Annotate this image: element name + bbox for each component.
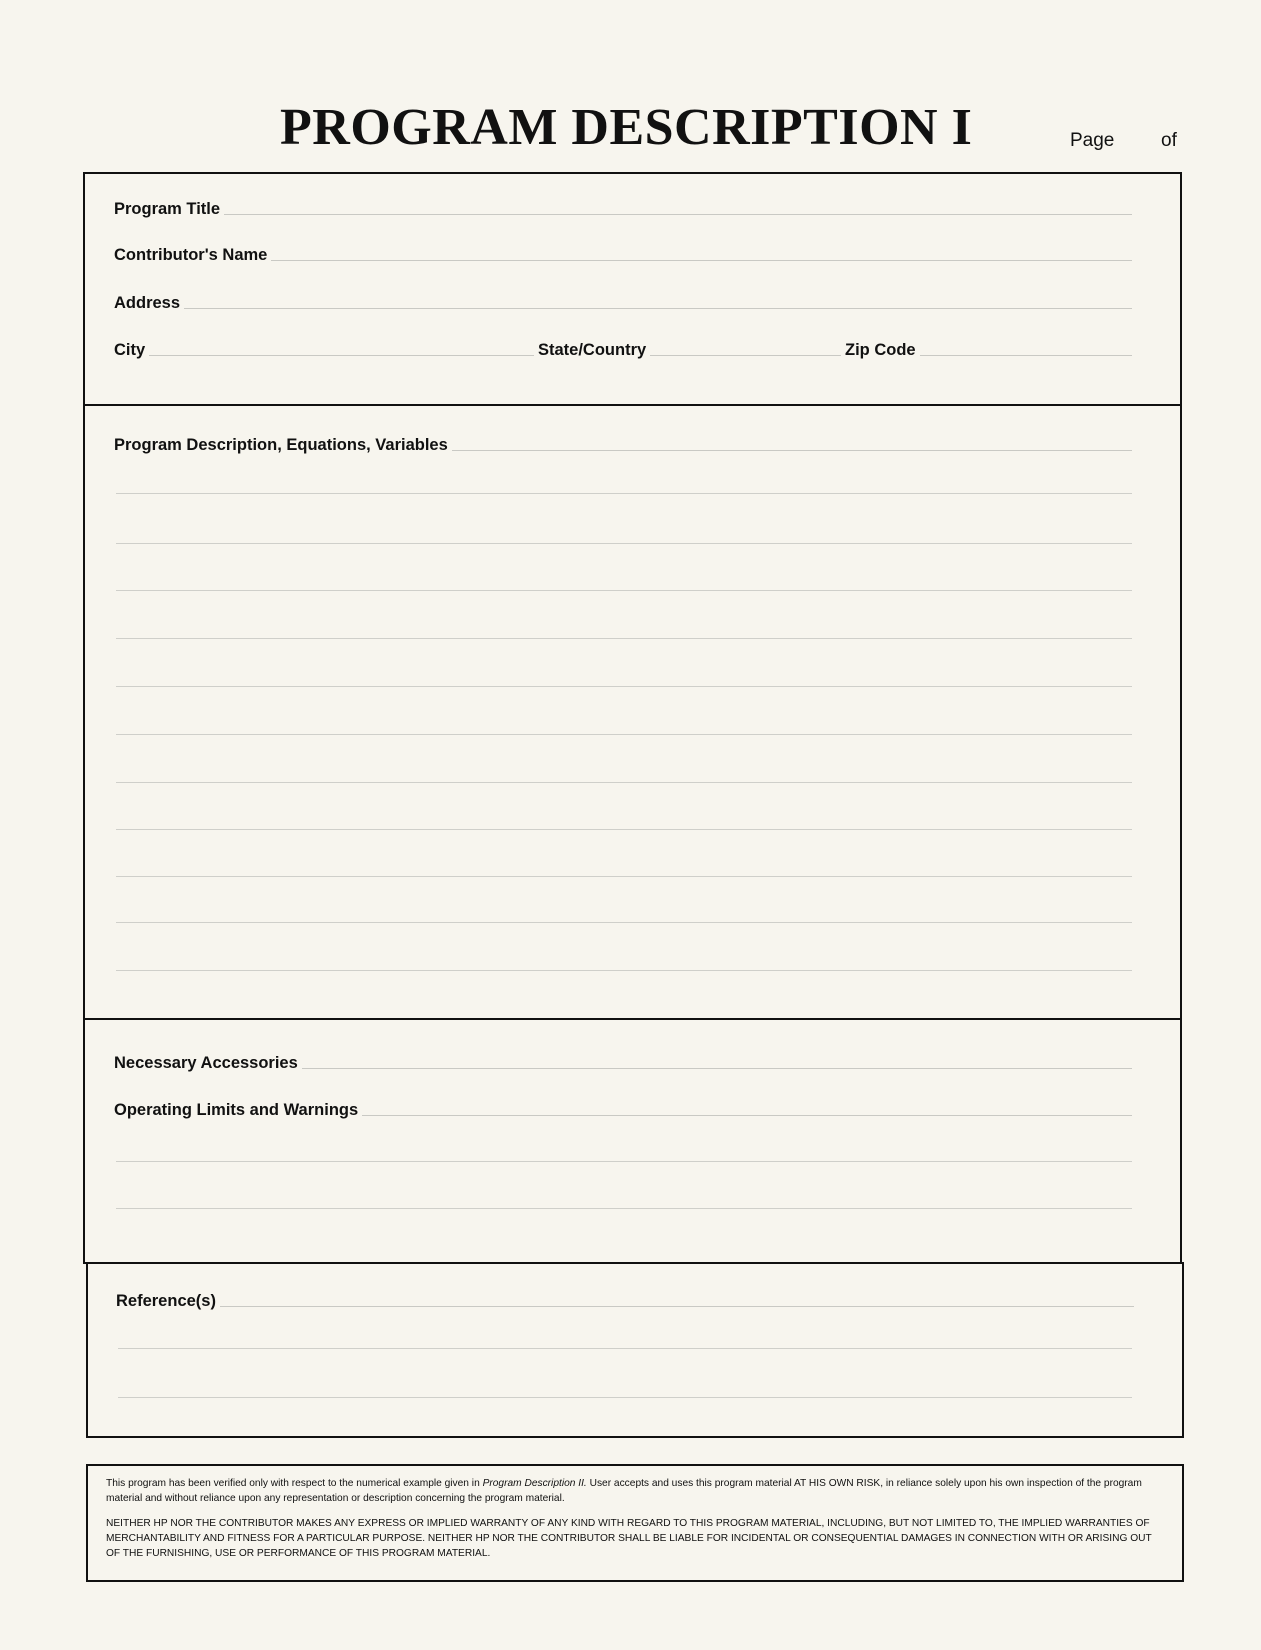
necessary-accessories-label: Necessary Accessories xyxy=(114,1054,298,1072)
operating-limits-rule-2[interactable] xyxy=(116,1208,1132,1209)
program-title-field[interactable] xyxy=(114,200,1132,219)
disclaimer-text xyxy=(106,1476,1166,1571)
description-field[interactable] xyxy=(114,436,1132,455)
address-field[interactable] xyxy=(114,294,1132,313)
references-section xyxy=(86,1262,1184,1438)
description-rule-7[interactable] xyxy=(116,782,1132,783)
page-number-label: Page xyxy=(1070,130,1115,151)
necessary-accessories-line[interactable] xyxy=(302,1068,1132,1069)
description-section xyxy=(83,404,1182,1020)
address-label: Address xyxy=(114,294,181,312)
operating-limits-field[interactable] xyxy=(114,1101,1132,1120)
description-rule-5[interactable] xyxy=(116,686,1132,687)
description-rule-9[interactable] xyxy=(116,876,1132,877)
references-field[interactable] xyxy=(116,1292,1134,1311)
contributor-name-field[interactable] xyxy=(114,246,1132,265)
description-rule-3[interactable] xyxy=(116,590,1132,591)
description-rule-1[interactable] xyxy=(116,493,1132,494)
description-rule-2[interactable] xyxy=(116,543,1132,544)
operating-limits-label: Operating Limits and Warnings xyxy=(114,1101,359,1119)
references-label: Reference(s) xyxy=(116,1292,216,1310)
page-title: PROGRAM DESCRIPTION I xyxy=(280,99,973,156)
references-line[interactable] xyxy=(220,1306,1134,1307)
program-title-line[interactable] xyxy=(224,214,1132,215)
disclaimer-paragraph-2: NEITHER HP NOR THE CONTRIBUTOR MAKES ANY EXPRESS OR IMPLIED WARRANTY OF ANY KIND WITH REGARD TO THIS PROGRAM MATERIAL, INCLUDING, BUT NOT LIMITED TO, THE IMPLIED WARRANTIES OF MERCHANTABILITY AND FITNESS FOR A PARTICULAR PURPOSE. NEITHER HP NOR THE CONTRIBUTOR SHALL BE LIABLE FOR INCIDENTAL OR CONSEQUENTIAL DAMAGES IN CONNECTION WITH OR ARISING OUT OF THE FURNISHING, USE OR PERFORMANCE OF THIS PROGRAM MATERIAL. xyxy=(106,1518,1152,1559)
operating-limits-line[interactable] xyxy=(362,1115,1132,1116)
state-country-line[interactable] xyxy=(650,355,841,356)
necessary-accessories-field[interactable] xyxy=(114,1054,1132,1073)
city-label: City xyxy=(114,341,146,359)
contributor-name-label: Contributor's Name xyxy=(114,246,268,264)
state-country-label: State/Country xyxy=(538,341,647,359)
disclaimer-p1-start: This program has been verified only with respect to the numerical example given in xyxy=(106,1478,483,1489)
description-rule-6[interactable] xyxy=(116,734,1132,735)
program-title-label: Program Title xyxy=(114,200,221,218)
city-field[interactable] xyxy=(114,341,534,360)
description-rule-11[interactable] xyxy=(116,970,1132,971)
city-line[interactable] xyxy=(149,355,534,356)
contributor-name-line[interactable] xyxy=(271,260,1132,261)
description-label: Program Description, Equations, Variables xyxy=(114,436,448,454)
disclaimer-p1-italic: Program Description II. xyxy=(482,1478,587,1489)
address-line[interactable] xyxy=(184,308,1132,309)
state-country-field[interactable] xyxy=(538,341,841,360)
zip-code-line[interactable] xyxy=(920,355,1132,356)
disclaimer-p1-end: User accepts and uses this program material AT HIS OWN RISK, in reliance solely upon his own inspection of the program material and without reliance upon any representation or description concerning the program material. xyxy=(106,1478,1142,1504)
zip-code-label: Zip Code xyxy=(845,341,916,359)
references-rule-1[interactable] xyxy=(118,1348,1132,1349)
description-line[interactable] xyxy=(452,450,1132,451)
page-of-label: of xyxy=(1161,130,1177,151)
references-rule-2[interactable] xyxy=(118,1397,1132,1398)
description-rule-10[interactable] xyxy=(116,922,1132,923)
operating-limits-rule-1[interactable] xyxy=(116,1161,1132,1162)
description-rule-8[interactable] xyxy=(116,829,1132,830)
zip-code-field[interactable] xyxy=(845,341,1132,360)
disclaimer-paragraph-1 xyxy=(106,1476,1166,1506)
description-rule-4[interactable] xyxy=(116,638,1132,639)
